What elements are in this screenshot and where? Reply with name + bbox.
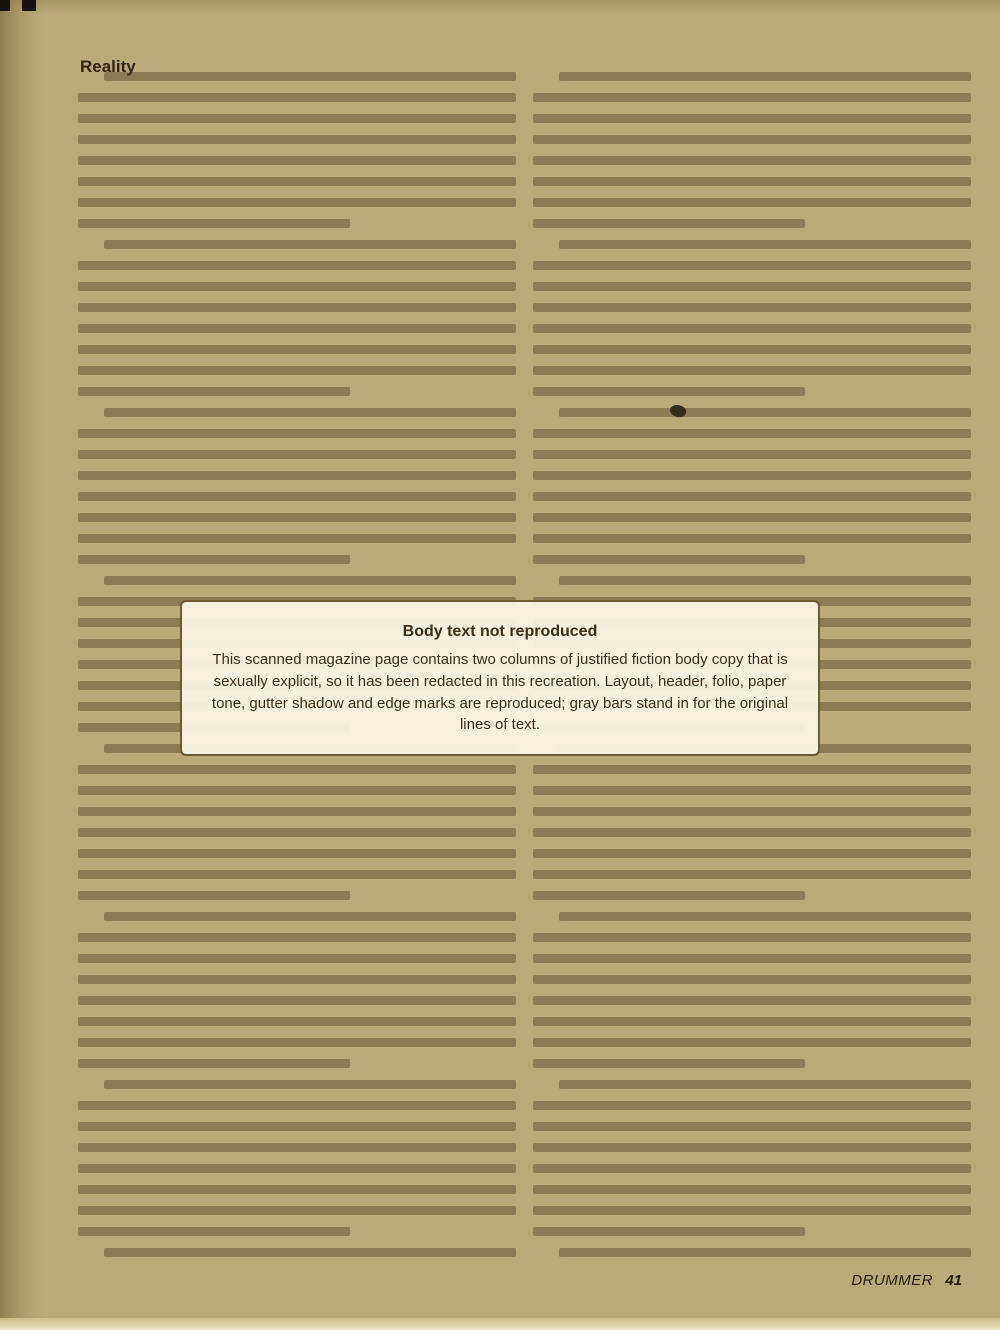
redacted-text-line <box>104 72 516 81</box>
redacted-text-line <box>533 429 971 438</box>
redacted-text-line <box>533 450 971 459</box>
redacted-text-line <box>533 828 971 837</box>
redacted-text-line <box>78 177 516 186</box>
redacted-text-line <box>78 1227 350 1236</box>
redacted-text-line <box>533 996 971 1005</box>
edge-registration-mark <box>0 0 10 11</box>
redaction-notice-text: This scanned magazine page contains two columns of justified fiction body copy that is sexually explicit, so it has been redacted in this recreation. Layout, header, folio, paper tone, gutter shadow and edge marks are reproduced; gray bars stand in for the original lines of text. <box>211 651 789 734</box>
redacted-text-line <box>78 492 516 501</box>
edge-registration-mark <box>22 0 36 11</box>
redacted-text-line <box>78 513 516 522</box>
redacted-text-line <box>78 345 516 354</box>
redacted-text-line <box>78 1122 516 1131</box>
redacted-text-line <box>533 1101 971 1110</box>
page-folio <box>851 1272 962 1289</box>
redacted-text-line <box>78 114 516 123</box>
redacted-text-line <box>78 765 516 774</box>
redacted-text-line <box>533 849 971 858</box>
redaction-notice <box>180 600 820 756</box>
redacted-text-line <box>78 93 516 102</box>
redacted-text-line <box>533 324 971 333</box>
redacted-text-line <box>533 282 971 291</box>
redacted-text-line <box>78 1038 516 1047</box>
redacted-text-line <box>533 1206 971 1215</box>
redacted-text-line <box>104 576 516 585</box>
redacted-text-line <box>78 156 516 165</box>
redacted-text-line <box>533 786 971 795</box>
redacted-text-line <box>533 198 971 207</box>
page-bottom-edge <box>0 1318 1000 1330</box>
redacted-text-line <box>533 1143 971 1152</box>
redacted-text-line <box>533 303 971 312</box>
redacted-text-line <box>78 534 516 543</box>
redacted-text-line <box>78 135 516 144</box>
redacted-text-line <box>533 471 971 480</box>
redacted-text-line <box>533 807 971 816</box>
redacted-text-line <box>533 492 971 501</box>
redacted-text-line <box>533 933 971 942</box>
redacted-text-line <box>78 1164 516 1173</box>
redacted-text-line <box>533 891 805 900</box>
redacted-text-line <box>533 1038 971 1047</box>
redacted-text-line <box>78 1017 516 1026</box>
redacted-text-line <box>533 555 805 564</box>
section-header: Reality <box>80 57 136 77</box>
redacted-text-line <box>533 534 971 543</box>
redacted-text-line <box>78 954 516 963</box>
redacted-text-line <box>533 1017 971 1026</box>
redacted-text-line <box>78 933 516 942</box>
redacted-text-line <box>78 828 516 837</box>
redacted-text-line <box>533 261 971 270</box>
redacted-text-line <box>78 870 516 879</box>
page-number: 41 <box>945 1272 962 1289</box>
redacted-text-line <box>78 219 350 228</box>
redacted-text-line <box>533 954 971 963</box>
redacted-text-line <box>78 471 516 480</box>
redacted-text-line <box>78 786 516 795</box>
redacted-text-line <box>533 870 971 879</box>
redacted-text-line <box>533 387 805 396</box>
redacted-text-line <box>78 996 516 1005</box>
redacted-text-line <box>533 219 805 228</box>
redacted-text-line <box>559 408 971 417</box>
redacted-text-line <box>533 1122 971 1131</box>
redaction-notice-title: Body text not reproduced <box>402 623 598 640</box>
redacted-text-line <box>533 513 971 522</box>
redacted-text-line <box>104 240 516 249</box>
redacted-text-line <box>78 891 350 900</box>
redacted-text-line <box>78 807 516 816</box>
redacted-text-line <box>78 1101 516 1110</box>
redacted-text-line <box>78 303 516 312</box>
redacted-text-line <box>104 1080 516 1089</box>
redacted-text-line <box>78 324 516 333</box>
redacted-text-line <box>533 1164 971 1173</box>
redacted-text-line <box>559 72 971 81</box>
redacted-text-line <box>78 975 516 984</box>
redacted-text-line <box>78 387 350 396</box>
redacted-text-line <box>78 1143 516 1152</box>
redacted-text-line <box>104 408 516 417</box>
redacted-text-line <box>78 261 516 270</box>
redacted-text-line <box>533 1059 805 1068</box>
redacted-text-line <box>104 912 516 921</box>
redacted-text-line <box>559 1080 971 1089</box>
redacted-text-line <box>78 555 350 564</box>
redacted-text-line <box>78 1059 350 1068</box>
redacted-text-line <box>533 93 971 102</box>
redacted-text-line <box>78 1206 516 1215</box>
redacted-text-line <box>533 135 971 144</box>
redacted-text-line <box>78 450 516 459</box>
redacted-text-line <box>78 429 516 438</box>
redacted-text-line <box>533 345 971 354</box>
redacted-text-line <box>533 366 971 375</box>
redacted-text-line <box>78 1185 516 1194</box>
redacted-text-line <box>533 1185 971 1194</box>
magazine-name: DRUMMER <box>851 1272 934 1289</box>
redacted-text-line <box>78 849 516 858</box>
redacted-text-line <box>533 177 971 186</box>
redacted-text-line <box>533 1227 805 1236</box>
redacted-text-line <box>559 240 971 249</box>
redacted-text-line <box>78 198 516 207</box>
redacted-text-line <box>533 765 971 774</box>
redacted-text-line <box>533 156 971 165</box>
redacted-text-line <box>559 1248 971 1257</box>
redacted-text-line <box>533 114 971 123</box>
redacted-text-line <box>559 912 971 921</box>
redacted-text-line <box>533 975 971 984</box>
redacted-text-line <box>559 576 971 585</box>
redacted-text-line <box>104 1248 516 1257</box>
redacted-text-line <box>78 282 516 291</box>
redacted-text-line <box>78 366 516 375</box>
